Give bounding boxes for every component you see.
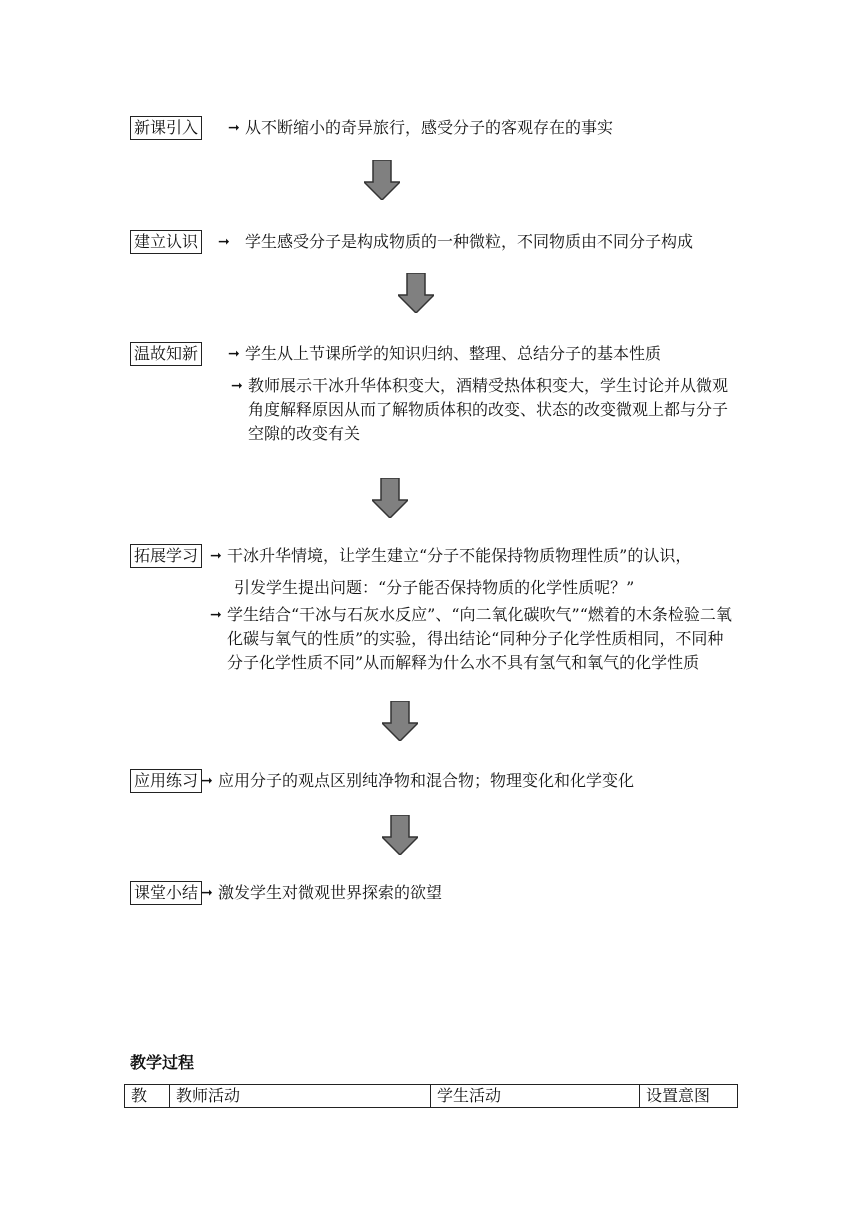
stage-description: 从不断缩小的奇异旅行，感受分子的客观存在的事实 bbox=[245, 118, 614, 137]
down-arrow-icon bbox=[364, 160, 400, 200]
down-arrow-icon bbox=[382, 701, 418, 741]
stage-label: 拓展学习 bbox=[130, 544, 202, 568]
table-header-row bbox=[125, 1085, 738, 1108]
stage-label: 建立认识 bbox=[130, 230, 202, 254]
stage-description: 应用分子的观点区别纯净物和混合物；物理变化和化学变化 bbox=[218, 771, 635, 790]
stage-description: 学生感受分子是构成物质的一种微粒，不同物质由不同分子构成 bbox=[245, 232, 694, 251]
stage-label: 温故知新 bbox=[130, 342, 202, 366]
section-title: 教学过程 bbox=[130, 1053, 195, 1072]
table-header-cell: 设置意图 bbox=[640, 1085, 738, 1108]
right-arrow-icon: ➞ bbox=[231, 378, 243, 394]
table-header-cell: 教师活动 bbox=[170, 1085, 431, 1108]
table-header-cell: 学生活动 bbox=[431, 1085, 640, 1108]
stage-description: 教师展示干冰升华体积变大，酒精受热体积变大，学生讨论并从微观角度解释原因从而了解物质体积的改变、状态的改变微观上都与分子空隙的改变有关 bbox=[248, 376, 729, 443]
right-arrow-icon: ➞ bbox=[201, 885, 213, 901]
down-arrow-icon bbox=[398, 273, 434, 313]
stage-label: 课堂小结 bbox=[130, 881, 202, 905]
table-header-cell: 教 bbox=[125, 1085, 170, 1108]
process-table bbox=[124, 1084, 738, 1108]
stage-description: 学生从上节课所学的知识归纳、整理、总结分子的基本性质 bbox=[245, 344, 662, 363]
stage-description: 学生结合“干冰与石灰水反应”、“向二氧化碳吹气”“燃着的木条检验二氧化碳与氧气的性质”的实验，得出结论“同种分子化学性质相同，不同种分子化学性质不同”从而解释为什么水不具有氢气和氧气的化学性质 bbox=[227, 605, 732, 672]
right-arrow-icon: ➞ bbox=[218, 234, 230, 250]
right-arrow-icon: ➞ bbox=[210, 548, 222, 564]
stage-description: 干冰升华情境，让学生建立“分子不能保持物质物理性质”的认识， bbox=[227, 546, 692, 565]
stage-description: 引发学生提出问题：“分子能否保持物质的化学性质呢？” bbox=[234, 578, 635, 597]
right-arrow-icon: ➞ bbox=[201, 773, 213, 789]
stage-description: 激发学生对微观世界探索的欲望 bbox=[218, 883, 443, 902]
right-arrow-icon: ➞ bbox=[228, 120, 240, 136]
stage-label: 新课引入 bbox=[130, 116, 202, 140]
down-arrow-icon bbox=[382, 815, 418, 855]
down-arrow-icon bbox=[372, 478, 408, 518]
right-arrow-icon: ➞ bbox=[210, 607, 222, 623]
stage-label: 应用练习 bbox=[130, 769, 202, 793]
right-arrow-icon: ➞ bbox=[228, 346, 240, 362]
